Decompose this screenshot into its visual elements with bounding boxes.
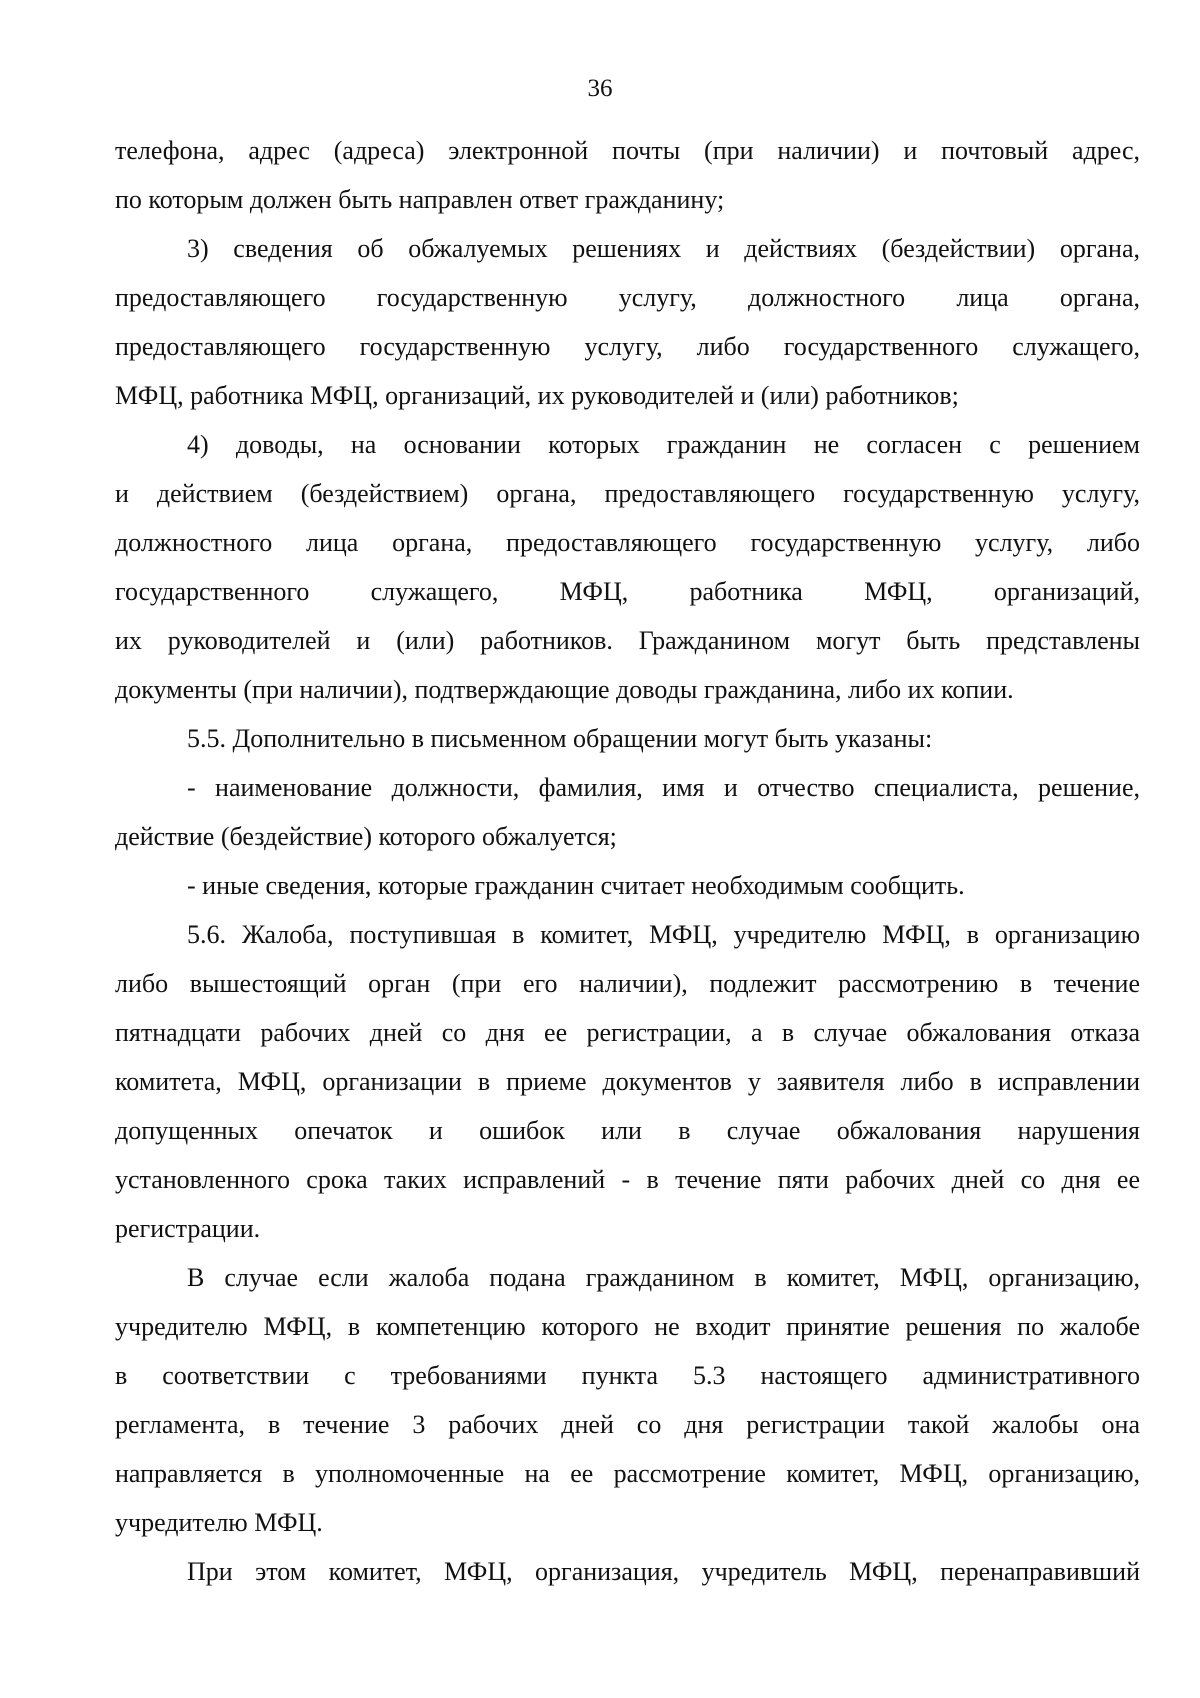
text-line bbox=[115, 175, 1140, 224]
text-line bbox=[115, 1302, 1140, 1351]
text-line bbox=[115, 714, 1140, 763]
text-line-content: пятнадцати рабочих дней со дня ее регистрации, а в случае обжалования отказа bbox=[115, 1018, 1140, 1047]
text-line bbox=[115, 126, 1140, 175]
text-line bbox=[115, 1008, 1140, 1057]
text-line bbox=[115, 1204, 1140, 1253]
text-line-content: государственного служащего, МФЦ, работника МФЦ, организаций, bbox=[115, 577, 1140, 606]
text-line bbox=[115, 616, 1140, 665]
text-line-content: должностного лица органа, предоставляющего государственную услугу, либо bbox=[115, 528, 1140, 557]
text-line bbox=[115, 1351, 1140, 1400]
text-line-content: по которым должен быть направлен ответ гражданину; bbox=[115, 185, 725, 214]
text-line-content: МФЦ, работника МФЦ, организаций, их руководителей и (или) работников; bbox=[115, 381, 959, 410]
text-line bbox=[115, 322, 1140, 371]
text-line bbox=[115, 812, 1140, 861]
text-line-content: комитета, МФЦ, организации в приеме документов у заявителя либо в исправлении bbox=[115, 1067, 1140, 1096]
text-line-content: учредителю МФЦ, в компетенцию которого не входит принятие решения по жалобе bbox=[115, 1312, 1140, 1341]
text-line-content: телефона, адрес (адреса) электронной почты (при наличии) и почтовый адрес, bbox=[115, 136, 1140, 165]
text-line bbox=[115, 1106, 1140, 1155]
text-line bbox=[115, 1400, 1140, 1449]
text-line bbox=[115, 1253, 1140, 1302]
text-line bbox=[115, 861, 1140, 910]
text-line-content: 5.6. Жалоба, поступившая в комитет, МФЦ, учредителю МФЦ, в организацию bbox=[187, 920, 1140, 949]
text-line bbox=[115, 1547, 1140, 1596]
text-line bbox=[115, 518, 1140, 567]
text-line-content: в соответствии с требованиями пункта 5.3 настоящего административного bbox=[115, 1361, 1140, 1390]
document-body-text bbox=[115, 126, 1140, 1596]
text-line-content: учредителю МФЦ. bbox=[115, 1508, 323, 1537]
text-line-content: установленного срока таких исправлений - в течение пяти рабочих дней со дня ее bbox=[115, 1165, 1140, 1194]
text-line bbox=[115, 420, 1140, 469]
text-line-content: их руководителей и (или) работников. Гражданином могут быть представлены bbox=[115, 626, 1140, 655]
text-line-content: - иные сведения, которые гражданин считает необходимым сообщить. bbox=[187, 871, 965, 900]
text-line-content: 3) сведения об обжалуемых решениях и действиях (бездействии) органа, bbox=[187, 234, 1140, 263]
text-line bbox=[115, 469, 1140, 518]
text-line-content: - наименование должности, фамилия, имя и отчество специалиста, решение, bbox=[187, 773, 1140, 802]
text-line bbox=[115, 371, 1140, 420]
text-line-content: документы (при наличии), подтверждающие доводы гражданина, либо их копии. bbox=[115, 675, 1014, 704]
text-line-content: предоставляющего государственную услугу, либо государственного служащего, bbox=[115, 332, 1140, 361]
text-line-content: В случае если жалоба подана гражданином в комитет, МФЦ, организацию, bbox=[187, 1263, 1140, 1292]
text-line-content: либо вышестоящий орган (при его наличии), подлежит рассмотрению в течение bbox=[115, 969, 1140, 998]
text-line-content: допущенных опечаток и ошибок или в случае обжалования нарушения bbox=[115, 1116, 1140, 1145]
text-line bbox=[115, 567, 1140, 616]
text-line bbox=[115, 224, 1140, 273]
text-line-content: 5.5. Дополнительно в письменном обращении могут быть указаны: bbox=[187, 724, 933, 753]
text-line bbox=[115, 910, 1140, 959]
text-line-content: 4) доводы, на основании которых гражданин не согласен с решением bbox=[187, 430, 1140, 459]
text-line bbox=[115, 665, 1140, 714]
text-line bbox=[115, 959, 1140, 1008]
text-line bbox=[115, 1498, 1140, 1547]
text-line-content: направляется в уполномоченные на ее рассмотрение комитет, МФЦ, организацию, bbox=[115, 1459, 1140, 1488]
text-line-content: действие (бездействие) которого обжалуется; bbox=[115, 822, 617, 851]
page-number: 36 bbox=[587, 75, 613, 102]
text-line-content: При этом комитет, МФЦ, организация, учредитель МФЦ, перенаправивший bbox=[187, 1557, 1140, 1586]
text-line bbox=[115, 273, 1140, 322]
text-line-content: регистрации. bbox=[115, 1214, 261, 1243]
text-line bbox=[115, 1057, 1140, 1106]
text-line-content: регламента, в течение 3 рабочих дней со дня регистрации такой жалобы она bbox=[115, 1410, 1140, 1439]
text-line bbox=[115, 763, 1140, 812]
text-line-content: предоставляющего государственную услугу, должностного лица органа, bbox=[115, 283, 1140, 312]
text-line-content: и действием (бездействием) органа, предоставляющего государственную услугу, bbox=[115, 479, 1140, 508]
text-line bbox=[115, 1155, 1140, 1204]
text-line bbox=[115, 1449, 1140, 1498]
